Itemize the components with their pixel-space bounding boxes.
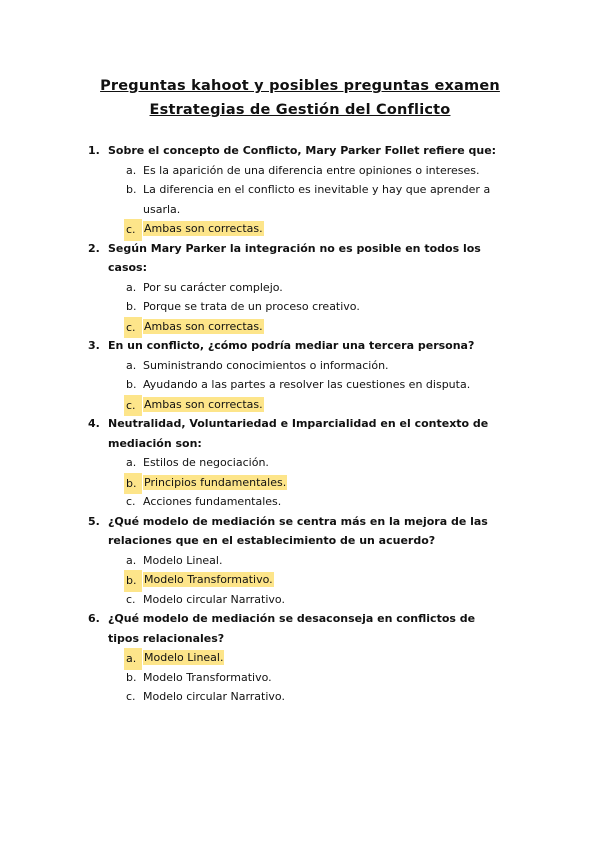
option-text: Acciones fundamentales. bbox=[143, 495, 282, 508]
option-text: Modelo Lineal. bbox=[144, 651, 224, 664]
answer-option bbox=[0, 356, 600, 376]
answer-option bbox=[0, 668, 600, 688]
question-number: 5. bbox=[88, 514, 100, 528]
answer-option-correct bbox=[0, 570, 600, 590]
answer-option bbox=[0, 180, 600, 219]
document-title: Preguntas kahoot y posibles preguntas examen bbox=[100, 78, 500, 94]
answer-option-correct bbox=[0, 317, 600, 337]
option-letter: c. bbox=[124, 219, 142, 241]
option-text: Ayudando a las partes a resolver las cuestiones en disputa. bbox=[143, 378, 471, 391]
option-letter: a. bbox=[126, 358, 137, 372]
question-item bbox=[0, 141, 600, 239]
question-item bbox=[0, 609, 600, 707]
answer-option bbox=[0, 297, 600, 317]
question-text: Según Mary Parker la integración no es posible en todos los casos: bbox=[108, 241, 481, 274]
answer-option bbox=[0, 492, 600, 512]
question-text: ¿Qué modelo de mediación se desaconseja en conflictos de tipos relacionales? bbox=[108, 612, 476, 645]
answer-option-correct bbox=[0, 219, 600, 239]
option-text: Modelo Transformativo. bbox=[144, 573, 273, 586]
answer-option bbox=[0, 687, 600, 707]
question-number: 6. bbox=[88, 612, 100, 625]
title-block bbox=[0, 74, 600, 122]
option-text: Modelo circular Narrativo. bbox=[143, 690, 285, 703]
question-number: 2. bbox=[88, 241, 100, 255]
option-text: Porque se trata de un proceso creativo. bbox=[143, 300, 360, 313]
question-item bbox=[0, 336, 600, 414]
answer-option-correct bbox=[0, 473, 600, 493]
question-item bbox=[0, 512, 600, 610]
option-text: La diferencia en el conflicto es inevitable y hay que aprender a usarla. bbox=[143, 183, 491, 216]
question-heading bbox=[0, 239, 600, 278]
question-number: 1. bbox=[88, 144, 100, 157]
option-letter: a. bbox=[126, 280, 137, 294]
option-letter: b. bbox=[124, 570, 142, 592]
option-text: Modelo circular Narrativo. bbox=[143, 592, 285, 606]
answer-option-correct bbox=[0, 648, 600, 668]
question-text: En un conflicto, ¿cómo podría mediar una tercera persona? bbox=[108, 339, 475, 352]
option-letter: a. bbox=[124, 648, 142, 670]
answer-option-correct bbox=[0, 395, 600, 415]
question-heading bbox=[0, 414, 600, 453]
question-heading bbox=[0, 336, 600, 356]
option-letter: c. bbox=[126, 495, 136, 508]
question-heading bbox=[0, 609, 600, 648]
question-text: Sobre el concepto de Conflicto, Mary Parker Follet refiere que: bbox=[108, 144, 497, 157]
option-text: Es la aparición de una diferencia entre opiniones o intereses. bbox=[143, 163, 480, 177]
option-text: Estilos de negociación. bbox=[143, 456, 269, 469]
option-letter: c. bbox=[124, 317, 142, 339]
option-letter: c. bbox=[126, 690, 136, 703]
option-text: Modelo Lineal. bbox=[143, 553, 223, 567]
option-letter: b. bbox=[124, 473, 142, 495]
option-text: Ambas son correctas. bbox=[144, 319, 263, 333]
option-text: Principios fundamentales. bbox=[144, 475, 287, 489]
option-letter: b. bbox=[126, 183, 137, 196]
question-heading bbox=[0, 141, 600, 161]
question-text: ¿Qué modelo de mediación se centra más en la mejora de las relaciones que en el establecimiento de un acuerdo? bbox=[108, 514, 488, 547]
answer-option bbox=[0, 551, 600, 571]
option-letter: b. bbox=[126, 670, 137, 684]
option-text: Suministrando conocimientos o información. bbox=[143, 358, 389, 372]
option-letter: c. bbox=[126, 592, 136, 606]
option-letter: b. bbox=[126, 300, 137, 313]
answer-option bbox=[0, 453, 600, 473]
question-number: 4. bbox=[88, 417, 100, 430]
question-item bbox=[0, 239, 600, 337]
option-letter: a. bbox=[126, 456, 137, 469]
answer-option bbox=[0, 590, 600, 610]
option-letter: a. bbox=[126, 163, 137, 177]
option-letter: c. bbox=[124, 395, 142, 417]
answer-option bbox=[0, 161, 600, 181]
question-item bbox=[0, 414, 600, 512]
question-number: 3. bbox=[88, 339, 100, 352]
document-subtitle: Estrategias de Gestión del Conflicto bbox=[149, 102, 451, 118]
option-text: Ambas son correctas. bbox=[144, 397, 263, 411]
option-text: Por su carácter complejo. bbox=[143, 280, 283, 294]
answer-option bbox=[0, 375, 600, 395]
option-letter: a. bbox=[126, 553, 137, 567]
option-text: Modelo Transformativo. bbox=[143, 670, 272, 684]
option-text: Ambas son correctas. bbox=[144, 222, 263, 235]
answer-option bbox=[0, 278, 600, 298]
question-list bbox=[0, 141, 600, 707]
option-letter: b. bbox=[126, 378, 137, 391]
question-text: Neutralidad, Voluntariedad e Imparcialidad en el contexto de mediación son: bbox=[108, 417, 489, 450]
question-heading bbox=[0, 512, 600, 551]
